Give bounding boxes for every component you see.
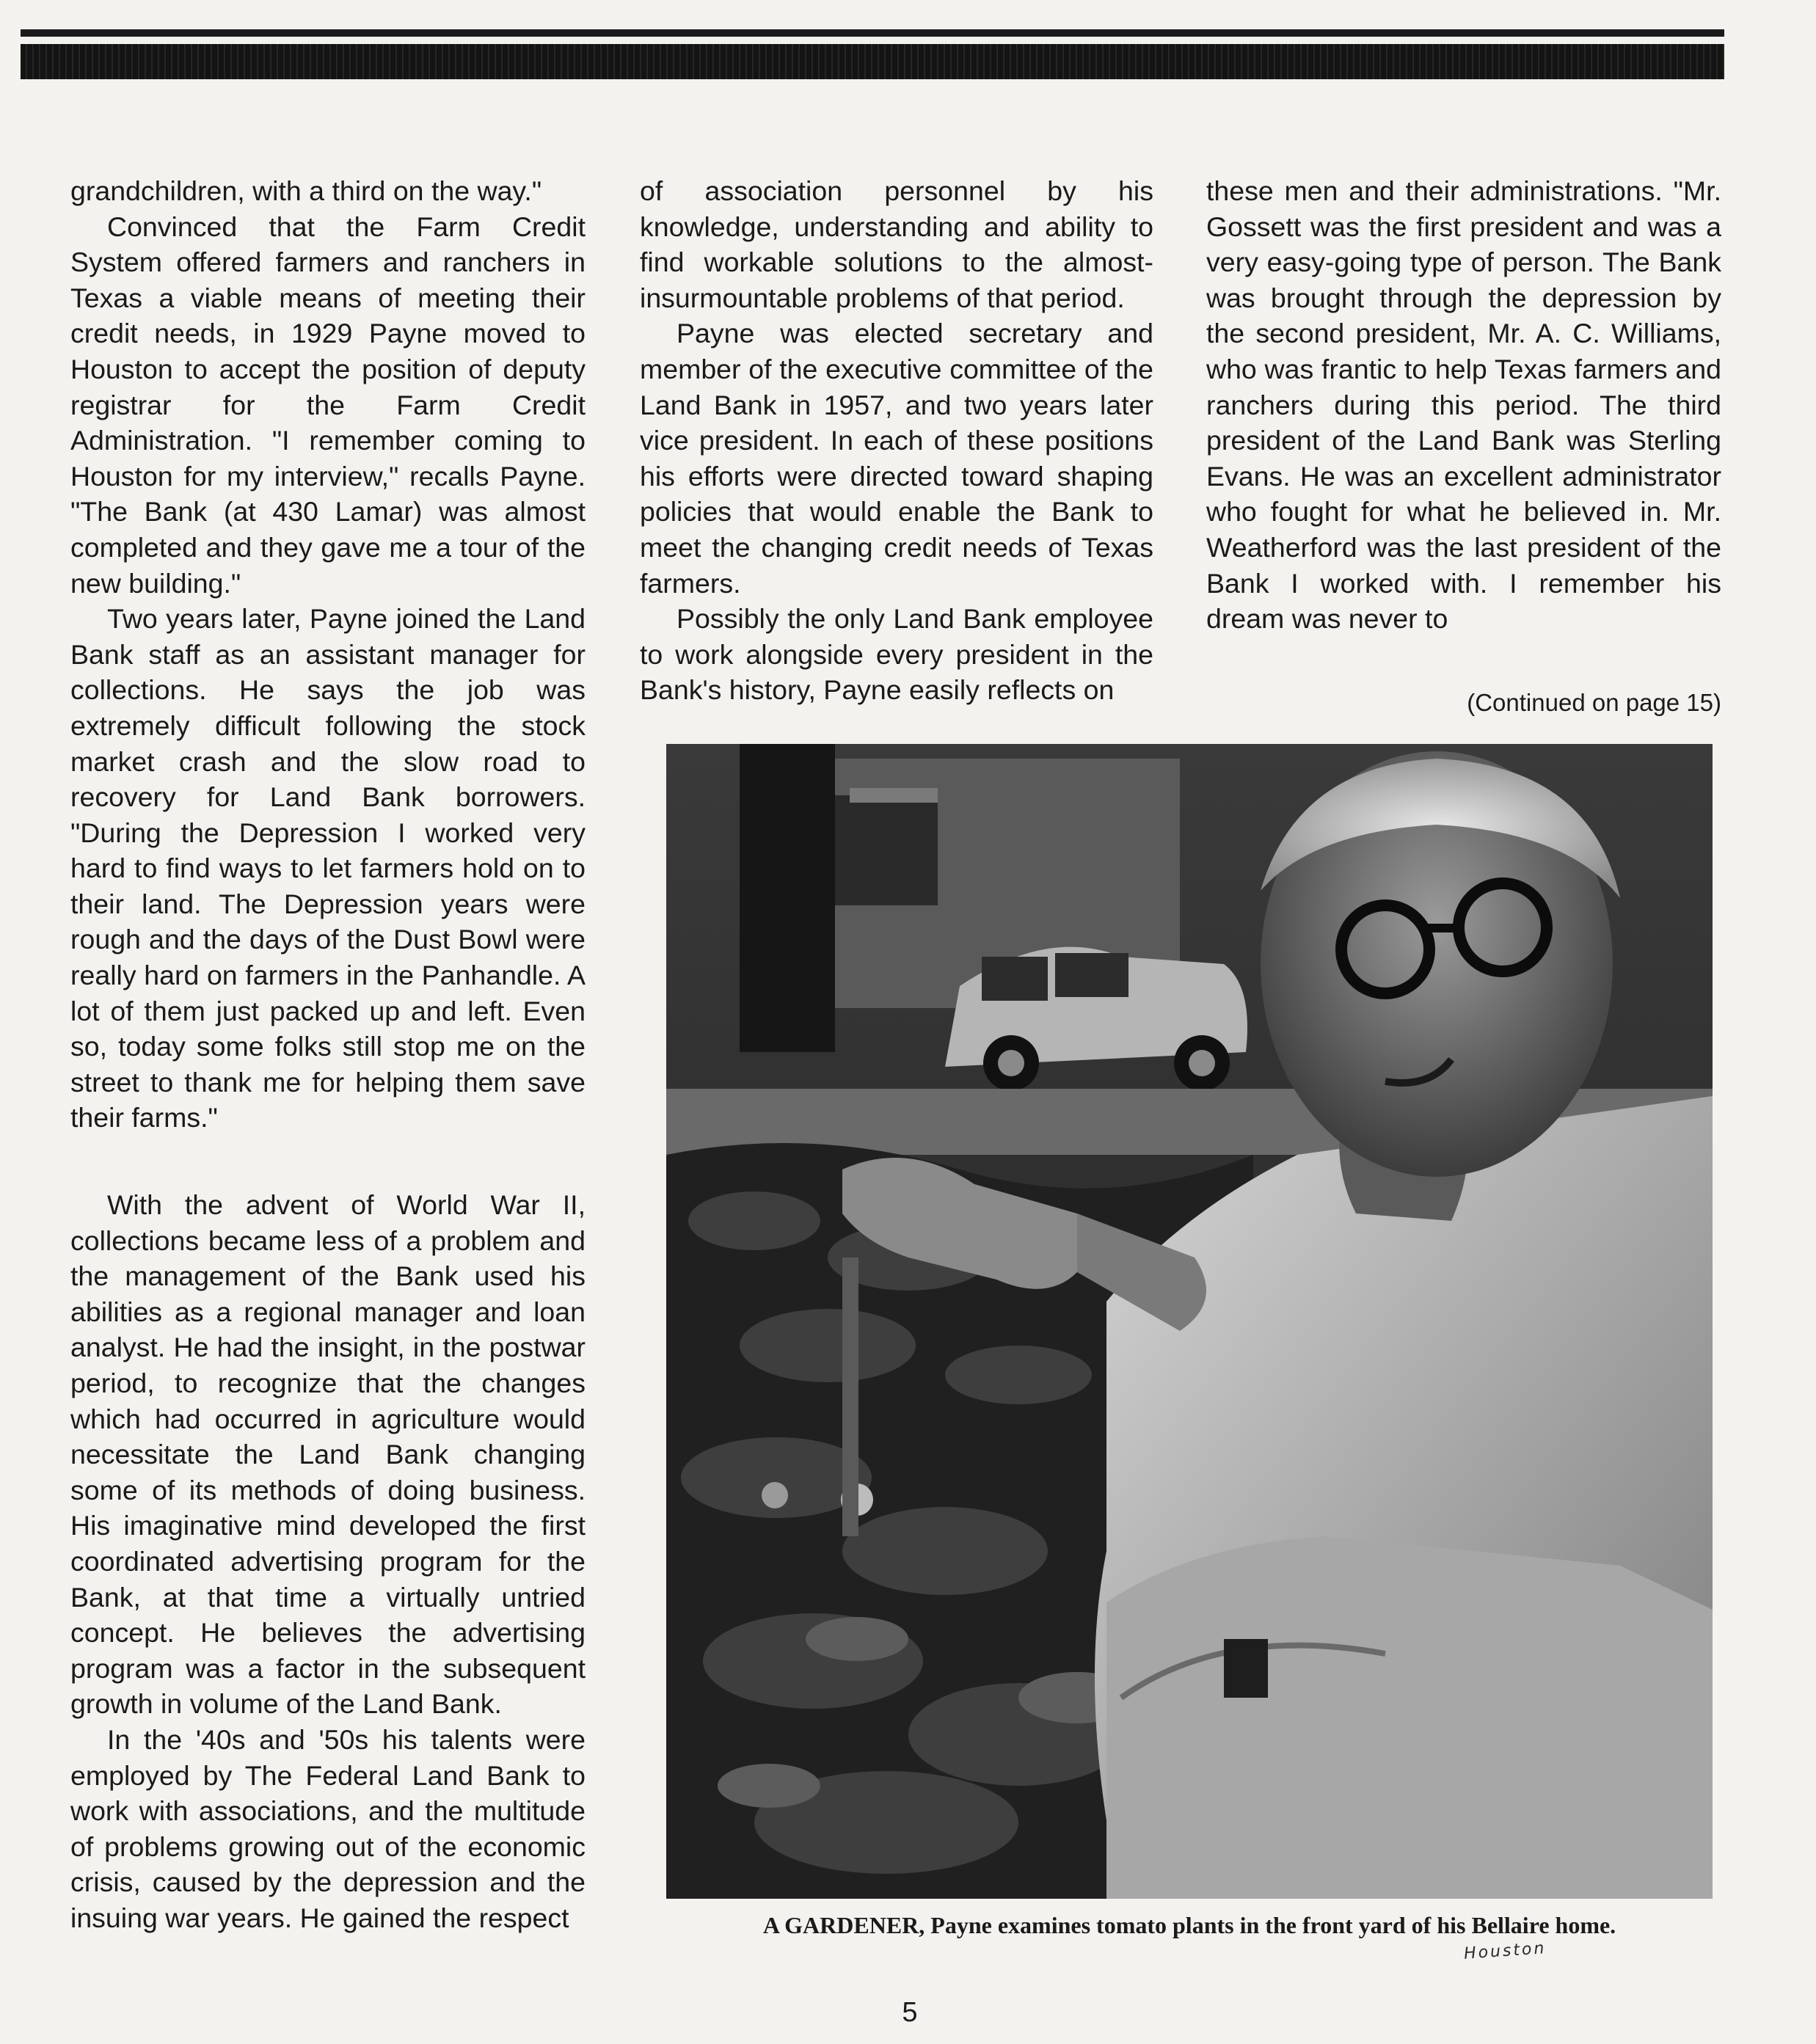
paragraph: Two years later, Payne joined the Land Bank staff as an assistant manager for collections. He says the job was extremely difficult following the stock market crash and the slow road to recovery for Land Bank borrowers. "During the Depression I worked very hard to find ways to let farmers hold on to their land. The Depression years were rough and the days of the Dust Bowl were really hard on farmers in the Panhandle. A lot of them just packed up and left. Even so, today some folks still stop me on the street to thank me for helping them save their farms." [70, 603, 586, 1134]
paragraph: Convinced that the Farm Credit System offered farmers and ranchers in Texas a viable means of meeting their credit needs, in 1929 Payne moved to Houston to accept the position of deputy registrar for the Farm Credit Administration. "I remember coming to Houston for my interview," recalls Payne. "The Bank (at 430 Lamar) was almost completed and they gave me a tour of the new building." [70, 211, 586, 599]
article-column-3 [1206, 173, 1721, 637]
article-column-2 [640, 173, 1153, 708]
header-rule-band [21, 44, 1724, 79]
handwritten-annotation: Houston [1463, 1939, 1547, 1963]
page-number: 5 [902, 1997, 918, 2028]
paragraph: Possibly the only Land Bank employee to work alongside every president in the Bank's history, Payne easily reflects on [640, 603, 1153, 706]
paragraph: In the '40s and '50s his talents were employed by The Federal Land Bank to work with associations, and the multitude of problems growing out of the economic crisis, caused by the depression and the insuing war years. He gained the respect [70, 1723, 586, 1933]
header-rule-thin [21, 29, 1724, 37]
paragraph: Payne was elected secretary and member of the executive committee of the Land Bank in 1957, and two years later vice president. In each of these positions his efforts were directed toward shaping policies that would enable the Bank to meet the changing credit needs of Texas farmers. [640, 318, 1153, 599]
paragraph: of association personnel by his knowledge, understanding and ability to find workable solutions to the almost-insurmountable problems of that period. [640, 175, 1153, 313]
paragraph: these men and their administrations. "Mr. Gossett was the first president and was a very easy-going type of person. The Bank was brought through the depression by the second president, Mr. A. C. Williams, who was frantic to help Texas farmers and ranchers during this period. The third president of the Land Bank was Sterling Evans. He was an excellent administrator who fought for what he believed in. Mr. Weatherford was the last president of the Bank I worked with. I remember his dream was never to [1206, 175, 1721, 635]
continued-note: (Continued on page 15) [1467, 689, 1721, 716]
paragraph: grandchildren, with a third on the way." [70, 175, 542, 206]
paragraph: With the advent of World War II, collections became less of a problem and the management of the Bank used his abilities as a regional manager and loan analyst. He had the insight, in the postwar period, to recognize that the changes which had occurred in agriculture would necessitate the Land Bank changing some of its methods of doing business. His imaginative mind developed the first coordinated advertising program for the Bank, at that time a virtually untried concept. He believes the advertising program was a factor in the subsequent growth in volume of the Land Bank. [70, 1189, 586, 1720]
photo-caption: A GARDENER, Payne examines tomato plants in the front yard of his Bellaire home. [762, 1912, 1616, 1938]
gardener-photo [666, 744, 1713, 1899]
article-column-1 [70, 173, 586, 1936]
